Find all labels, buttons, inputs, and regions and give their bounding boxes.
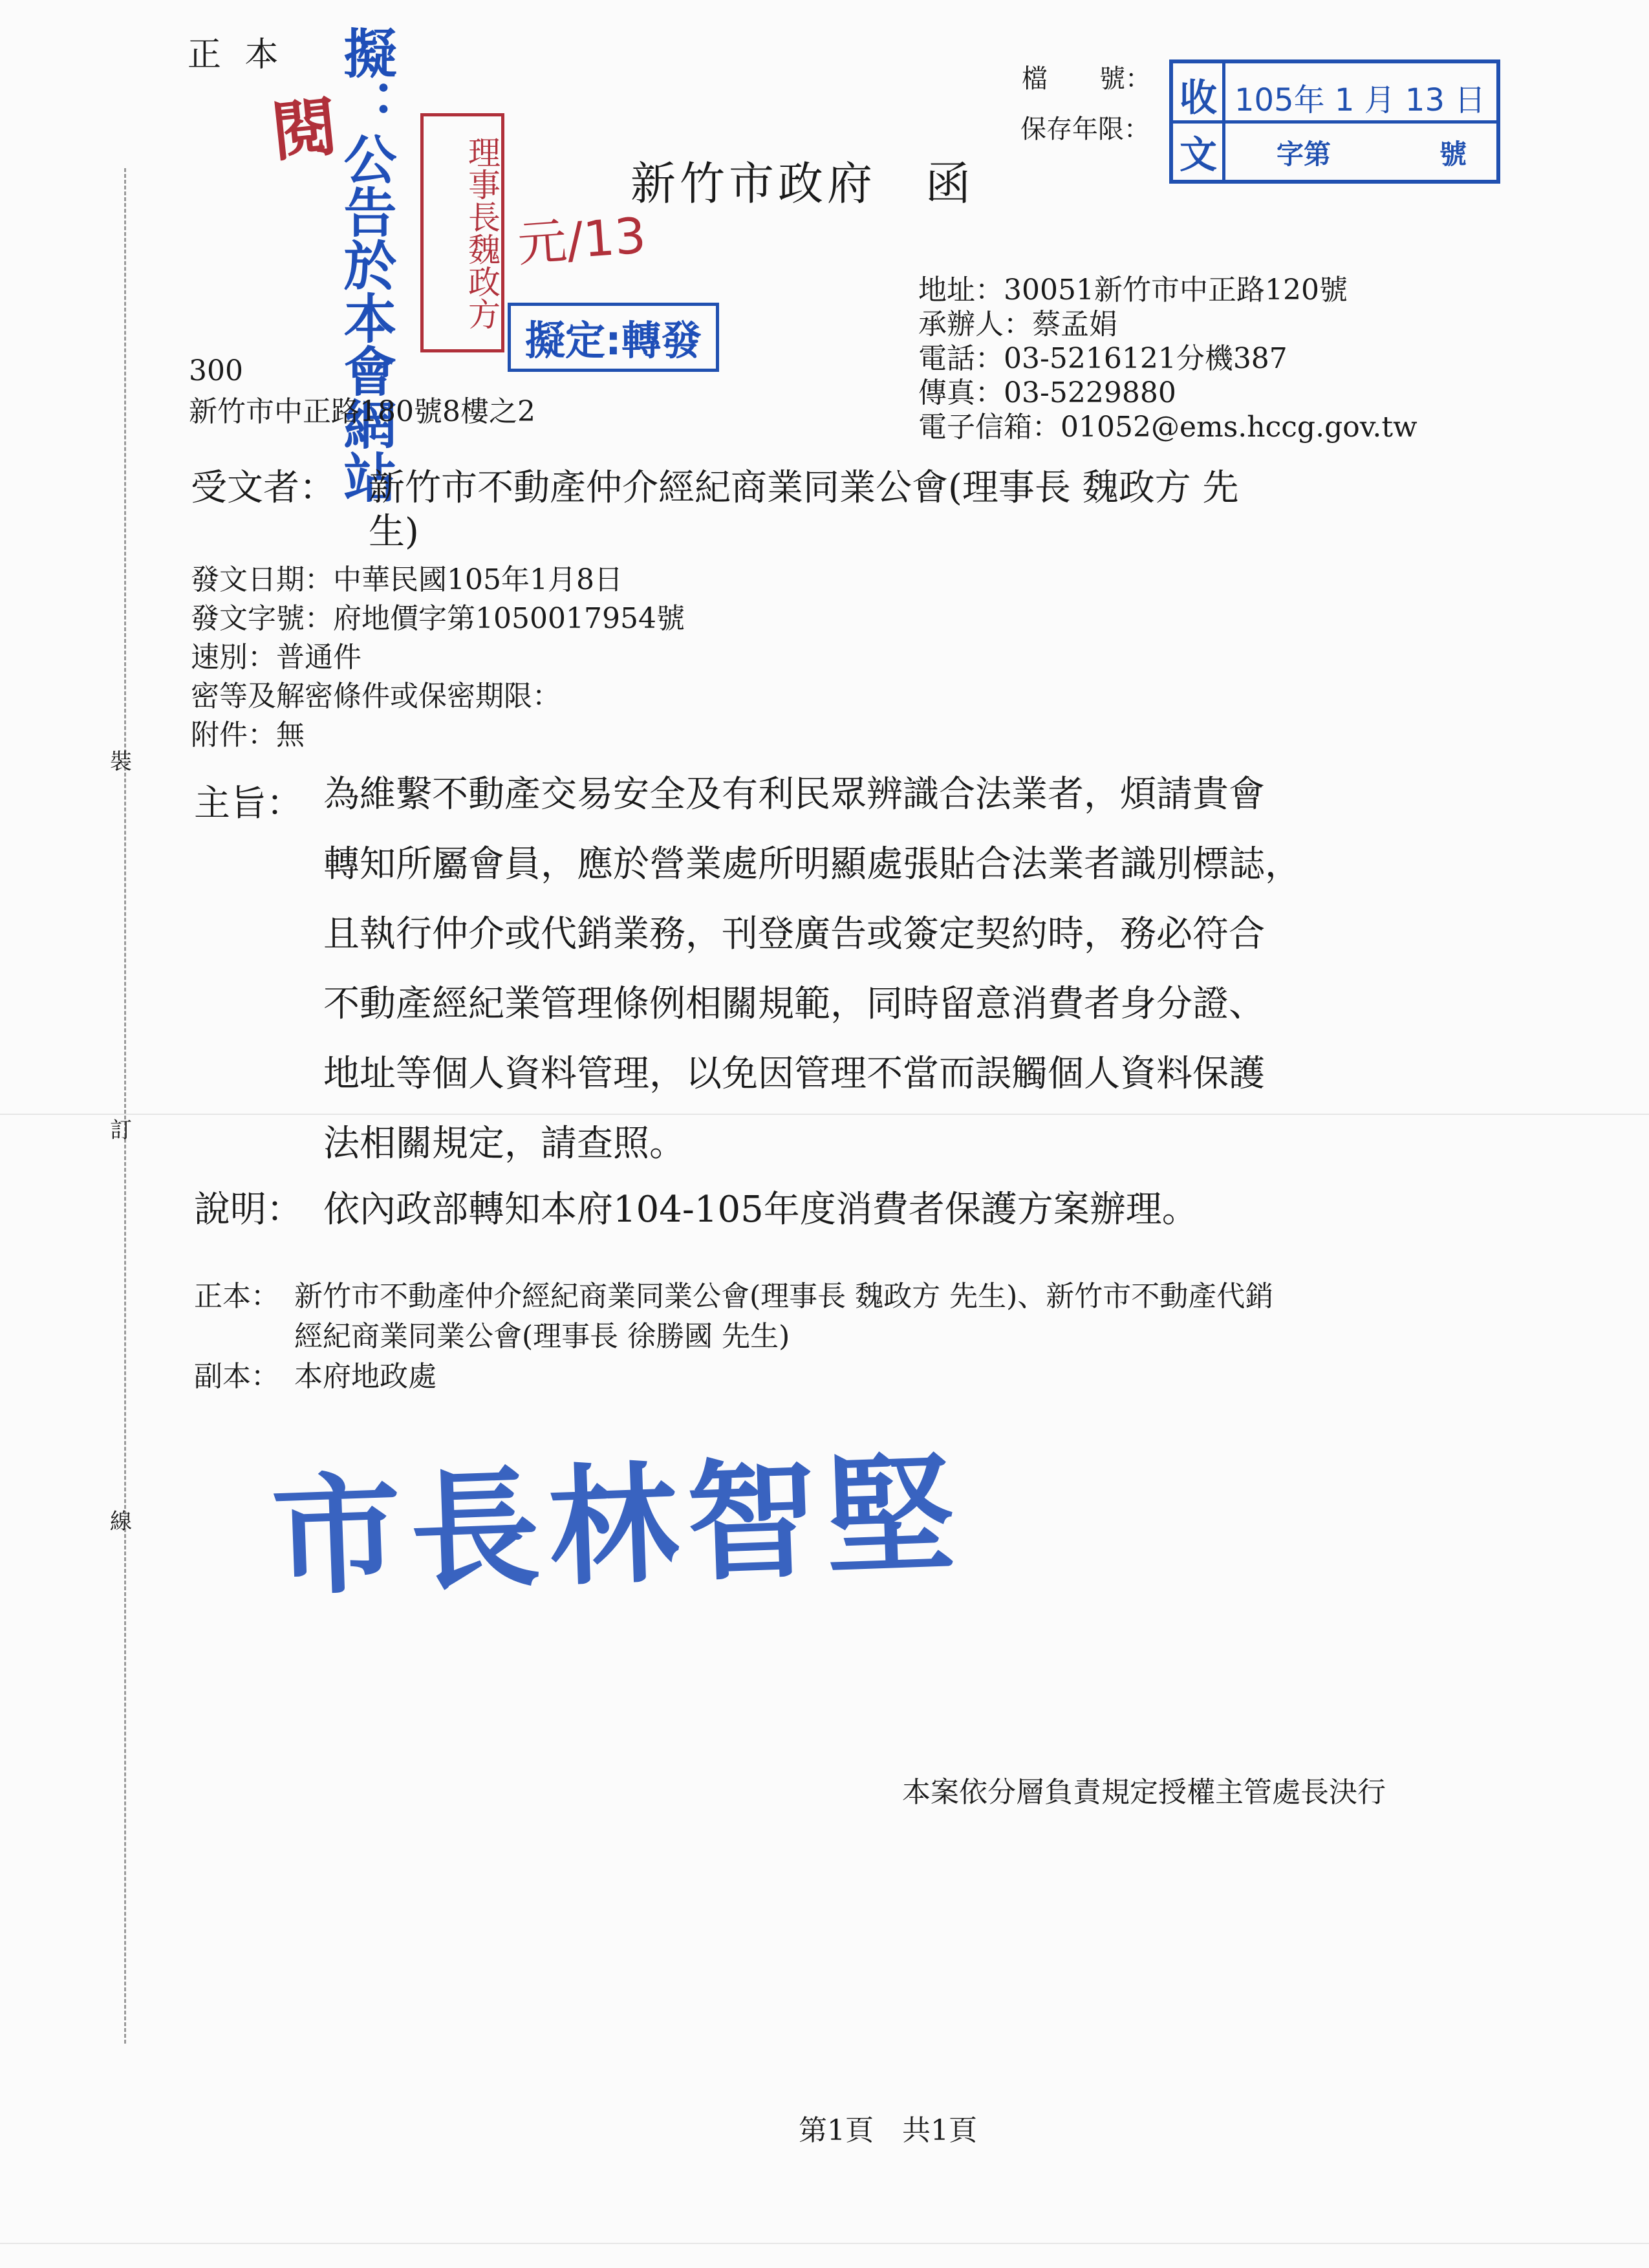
subject-line: 不動產經紀業管理條例相關規範，同時留意消費者身分證、 [323,983,1265,1025]
sender-handler: 承辦人：蔡孟娟 [918,308,1117,341]
subject-line: 轉知所屬會員，應於營業處所明顯處張貼合法業者識別標誌， [323,843,1301,885]
file-number-label: 檔 號： [1022,64,1151,94]
binding-mark-zhuang: 裝 [110,749,132,775]
document-number: 發文字號：府地價字第1050017954號 [191,602,685,635]
receipt-stamp [1169,59,1500,184]
explanation-label: 說明： [194,1189,303,1231]
attachments: 附件：無 [191,718,305,751]
receipt-stamp-doc-char: 文 [1180,133,1218,177]
cc-label: 副本： [194,1360,279,1393]
read-mark: 閱 [268,89,341,171]
cc-text: 本府地政處 [294,1360,436,1393]
sender-phone: 電話：03-5216121分機387 [918,342,1288,375]
receipt-stamp-receive-char: 收 [1180,76,1218,120]
subject-line: 地址等個人資料管理，以免因管理不當而誤觸個人資料保護 [323,1053,1265,1095]
forward-stamp [508,303,719,372]
retention-label: 保存年限： [1020,114,1150,144]
original-copy-label: 正 本 [188,36,285,74]
subject-line: 為維繫不動產交易安全及有利民眾辨識合法業者，煩請貴會 [323,773,1265,815]
delivery-speed: 速別：普通件 [191,641,361,674]
binding-mark-ding: 訂 [110,1118,132,1143]
receipt-stamp-number: 字第 號 [1277,138,1467,170]
subject-label: 主旨： [194,783,303,825]
handwritten-date: 元/13 [515,206,648,273]
binding-mark-xian: 線 [110,1509,132,1535]
issue-date: 發文日期：中華民國105年1月8日 [191,563,623,596]
handwritten-approval: 擬：公告於本會網站 [335,26,396,503]
addressee-line-1: 新竹市不動產仲介經紀商業同業公會(理事長 魏政方 先 [369,467,1239,509]
binding-line [124,168,126,2044]
copy-line-2: 經紀商業同業公會(理事長 徐勝國 先生) [294,1320,790,1353]
receipt-stamp-date: 105年 1 月 13 日 [1234,82,1486,118]
copy-line-1: 新竹市不動產仲介經紀商業同業公會(理事長 魏政方 先生)、新竹市不動產代銷 [294,1280,1274,1313]
forward-stamp-text: 擬定:轉發 [525,317,702,364]
fold-line-2 [0,2243,1649,2244]
explanation-text: 依內政部轉知本府104-105年度消費者保護方案辦理。 [323,1189,1198,1231]
page-footer: 第1頁 共1頁 [799,2114,977,2147]
sender-email: 電子信箱：01052@ems.hccg.gov.tw [918,411,1417,444]
recipient-postcode: 300 [189,354,243,387]
chairman-seal [420,113,504,352]
subject-line: 且執行仲介或代銷業務，刊登廣告或簽定契約時，務必符合 [323,913,1265,955]
copy-label: 正本： [194,1280,279,1313]
mayor-signature: 市長林智堅 [269,1439,967,1614]
subject-body [323,760,1301,1179]
subject-line: 法相關規定，請查照。 [323,1123,685,1165]
sender-address: 地址：30051新竹市中正路120號 [918,274,1348,307]
confidentiality: 密等及解密條件或保密期限： [191,680,561,713]
authorization-note: 本案依分層負責規定授權主管處長決行 [902,1776,1386,1809]
addressee-label: 受文者： [191,467,336,509]
addressee-line-2: 生) [369,511,419,553]
chairman-seal-text: 理事長魏政方 [463,136,501,330]
agency-title: 新竹市政府 函 [630,157,975,210]
sender-fax: 傳真：03-5229880 [918,376,1176,409]
recipient-address: 新竹市中正路180號8樓之2 [189,395,535,428]
